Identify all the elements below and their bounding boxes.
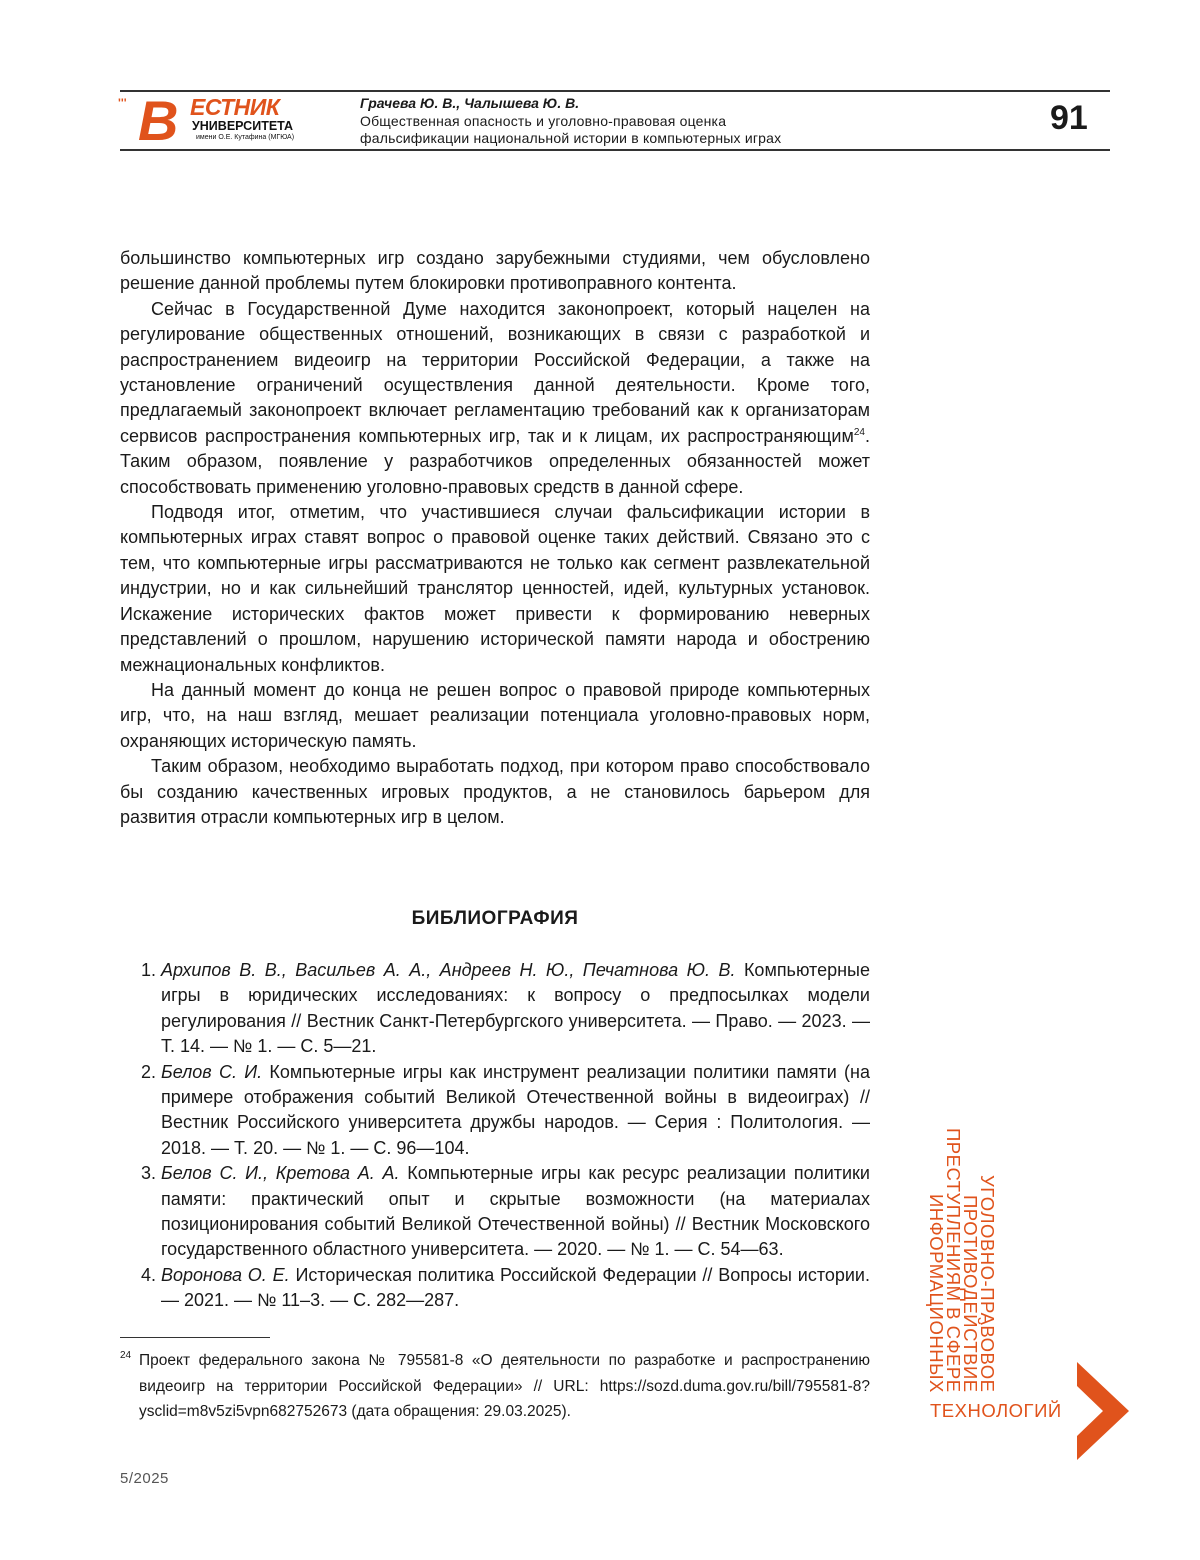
section-label-line: ПРЕСТУПЛЕНИЯМ В СФЕРЕ [945,1105,962,1393]
item-text: Историческая политика Российской Федерации // Вопросы истории. — 2021. — № 11–3. — С. 282—287. [161,1265,870,1310]
item-number: 2. [120,1060,156,1162]
section-label-last: ТЕХНОЛОГИЙ [930,1400,1062,1422]
section-label-line: УГОЛОВНО-ПРАВОВОЕ [979,1105,996,1393]
logo-ticks: ''' [118,96,127,110]
paragraph: Таким образом, необходимо выработать подход, при котором право способствовало бы созданию качественных игровых продуктов, а не становилось барьером для развития отрасли компьютерных игр в целом. [120,754,870,830]
footnote-marker: 24 [120,1343,139,1420]
item-authors: Белов С. И., Кретова А. А. [161,1163,400,1183]
page-number: 91 [1050,99,1088,138]
bibliography-heading: БИБЛИОГРАФИЯ [120,908,870,930]
item-authors: Архипов В. В., Васильев А. А., Андреев Н. Ю., Печатнова Ю. В. [161,960,735,980]
section-label-line: ПРОТИВОДЕЙСТВИЕ [962,1105,979,1393]
logo-caption: имени О.Е. Кутафина (МГЮА) [196,134,294,141]
paragraph [120,297,870,500]
item-authors: Белов С. И. [161,1062,262,1082]
bibliography-list [120,958,870,1314]
running-head-title-line: фальсификации национальной истории в компьютерных играх [360,130,781,147]
paragraph-text: . Таким образом, появление у разработчиков определенных обязанностей может способствовать применению уголовно-правовых средств в данной сфере. [120,426,870,497]
paragraph: большинство компьютерных игр создано зарубежными студиями, чем обусловлено решение данной проблемы путем блокировки противоправного контента. [120,246,870,297]
logo-subtitle: УНИВЕРСИТЕТА [192,119,293,133]
item-number: 1. [120,958,156,1060]
running-head-title-line: Общественная опасность и уголовно-правовая оценка [360,113,781,130]
header-rule-top [120,90,1110,92]
paragraph: На данный момент до конца не решен вопрос о правовой природе компьютерных игр, что, на наш взгляд, мешает реализации потенциала уголовно-правовых норм, охраняющих историческую память. [120,678,870,754]
paragraph-text: Сейчас в Государственной Думе находится законопроект, который нацелен на регулирование общественных отношений, возникающих в связи с разработкой и распространением видеоигр на территории Российской Федерации, а также на установление ограничений осуществления данной деятельности. Кроме того, предлагаемый законопроект включает регламентацию требований как к организаторам сервисов распространения компьютерных игр, так и к лицам, их распространяющим [120,299,870,446]
paragraph: Подводя итог, отметим, что участившиеся случаи фальсификации истории в компьютерных играх ставят вопрос о правовой оценке таких действий. Связано это с тем, что компьютерные игры рассматриваются не только как сегмент развлекательной индустрии, но и как сильнейший транслятор ценностей, идей, культурных установок. Искажение исторических фактов может привести к формированию неверных представлений о прошлом, нарушению исторической памяти народа и обострению межнациональных конфликтов. [120,500,870,678]
logo-title: ЕСТНИК [190,94,279,121]
item-authors: Воронова О. Е. [161,1265,290,1285]
section-label-line: ИНФОРМАЦИОННЫХ [928,1105,945,1393]
footnote-text: Проект федерального закона № 795581-8 «О деятельности по разработке и распространению видеоигр на территории Российской Федерации» // URL: https://sozd.duma.gov.ru/bill/795581-8?ysclid=m8v5zi5vpn682752673 (дата обращения: 29.03.2025). [139,1348,870,1425]
journal-logo [118,94,328,146]
running-head-title [360,113,781,147]
item-number: 4. [120,1263,156,1314]
item-text: Компьютерные игры в юридических исследованиях: к вопросу о предпосылках модели регулирования // Вестник Санкт-Петербургского университета. — Право. — 2023. — Т. 14. — № 1. — С. 5—21. [161,960,870,1056]
article-body [120,246,870,830]
logo-letter: В [138,88,178,153]
bibliography-item [120,1060,870,1162]
header-rule-bottom [120,149,1110,151]
running-head-authors: Грачева Ю. В., Чалышева Ю. В. [360,95,579,111]
bibliography-item [120,1263,870,1314]
bibliography-item [120,958,870,1060]
arrow-icon [1075,1362,1131,1460]
bibliography-item [120,1161,870,1263]
footnote-rule [120,1337,270,1338]
footnote-ref[interactable]: 24 [854,427,865,438]
issue-number: 5/2025 [120,1470,169,1487]
item-text: Компьютерные игры как ресурс реализации политики памяти: практический опыт и скрытые возможности (на материалах позиционирования событий Великой Отечественной войны) // Вестник Московского государственного областного университета. — 2020. — № 1. — С. 54—63. [161,1163,870,1259]
item-text: Компьютерные игры как инструмент реализации политики памяти (на примере отображения событий Великой Отечественной войны в видеоиграх) // Вестник Российского университета дружбы народов. — Серия : Политология. — 2018. — Т. 20. — № 1. — С. 96—104. [161,1062,870,1158]
section-label-vertical [928,1105,996,1393]
footnote [120,1348,870,1425]
item-number: 3. [120,1161,156,1263]
